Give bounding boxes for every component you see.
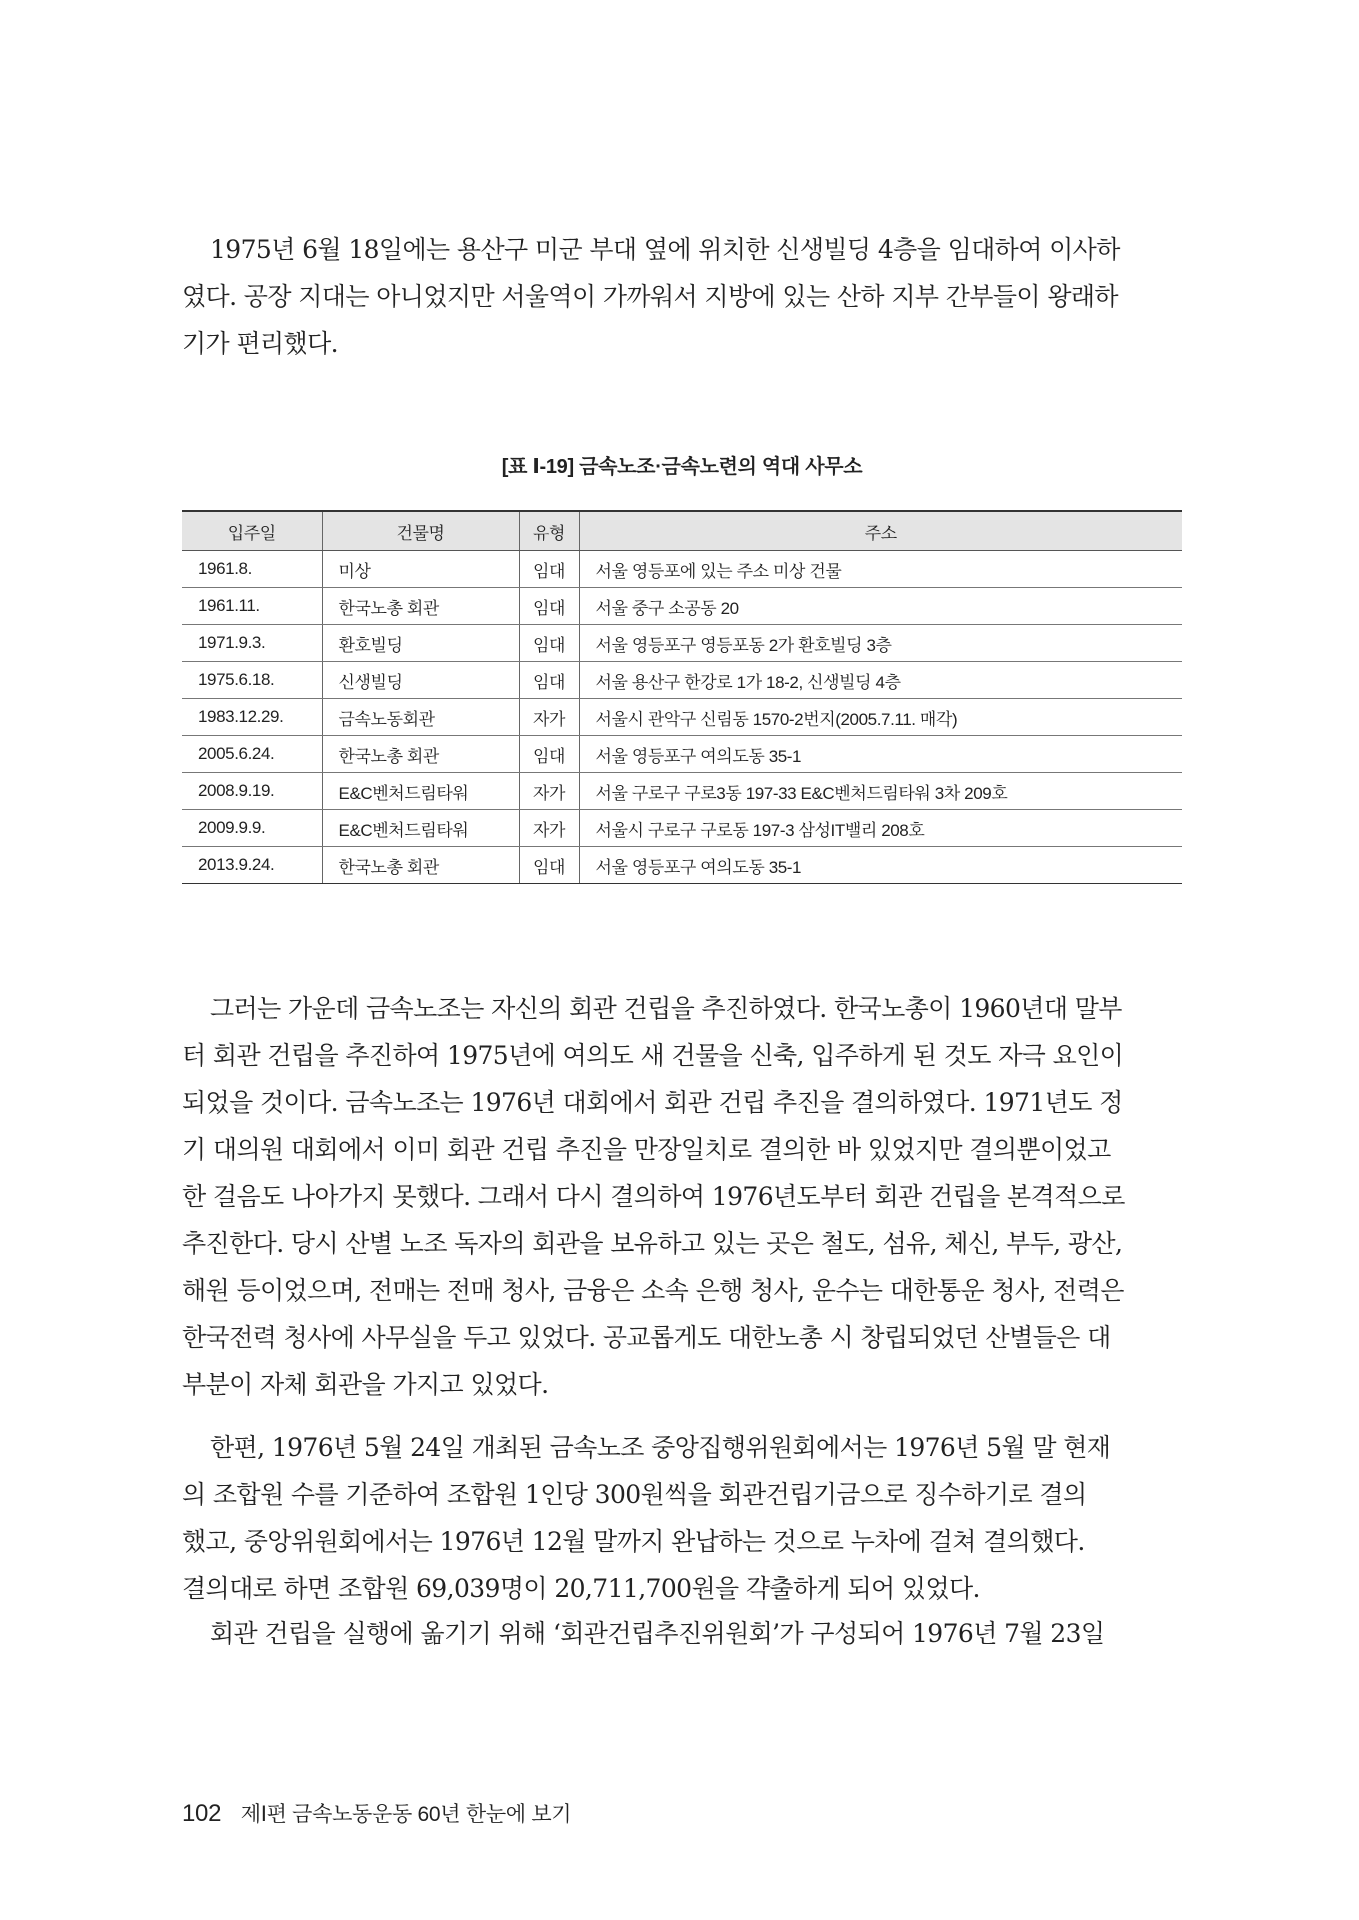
cell-type: 임대 [519,551,579,588]
cell-date: 1961.11. [182,588,322,625]
paragraph-line: 추진한다. 당시 산별 노조 독자의 회관을 보유하고 있는 곳은 철도, 섬유, 체신, 부두, 광산, [182,1229,1123,1258]
cell-address: 서울 용산구 한강로 1가 18-2, 신생빌딩 4층 [579,662,1182,699]
cell-type: 자가 [519,773,579,810]
cell-type: 임대 [519,736,579,773]
cell-building: 미상 [322,551,519,588]
cell-date: 2005.6.24. [182,736,322,773]
cell-type: 임대 [519,662,579,699]
cell-building: E&C벤처드림타워 [322,773,519,810]
cell-type: 자가 [519,699,579,736]
paragraph-line: 였다. 공장 지대는 아니었지만 서울역이 가까워서 지방에 있는 산하 지부 간부들이 왕래하 [182,282,1118,311]
cell-date: 2013.9.24. [182,847,322,884]
table-row [182,588,1182,625]
cell-address: 서울시 관악구 신림동 1570-2번지(2005.7.11. 매각) [579,699,1182,736]
section-title: 제Ⅰ편 금속노동운동 60년 한눈에 보기 [240,1803,572,1826]
paragraph-line: 부분이 자체 회관을 가지고 있었다. [182,1370,549,1399]
cell-building: 한국노총 회관 [322,847,519,884]
table-row [182,773,1182,810]
office-history-table [182,510,1182,884]
cell-date: 1961.8. [182,551,322,588]
paragraph-line: 결의대로 하면 조합원 69,039명이 20,711,700원을 갹출하게 되어 있었다. [182,1574,980,1603]
paragraph-top [182,226,1182,367]
cell-address: 서울 영등포구 영등포동 2가 환호빌딩 3층 [579,625,1182,662]
paragraph-line: 해원 등이었으며, 전매는 전매 청사, 금융은 소속 은행 청사, 운수는 대한통운 청사, 전력은 [182,1276,1124,1305]
table-row [182,699,1182,736]
table-caption: [표 Ⅰ-19] 금속노조·금속노련의 역대 사무소 [501,456,863,478]
cell-type: 임대 [519,588,579,625]
cell-building: 금속노동회관 [322,699,519,736]
cell-building: 신생빌딩 [322,662,519,699]
cell-date: 2008.9.19. [182,773,322,810]
cell-address: 서울 중구 소공동 20 [579,588,1182,625]
cell-address: 서울 영등포구 여의도동 35-1 [579,736,1182,773]
cell-type: 자가 [519,810,579,847]
cell-address: 서울시 구로구 구로동 197-3 삼성IT밸리 208호 [579,810,1182,847]
table-row [182,662,1182,699]
paragraph-line: 회관 건립을 실행에 옮기기 위해 ‘회관건립추진위원회’가 구성되어 1976년 7월 23일 [210,1619,1105,1648]
table-row [182,847,1182,884]
cell-date: 1975.6.18. [182,662,322,699]
table-row [182,810,1182,847]
table-header-row [182,511,1182,551]
page-footer [182,1798,571,1828]
table-row [182,625,1182,662]
cell-date: 1983.12.29. [182,699,322,736]
page-number: 102 [182,1800,222,1827]
paragraph-body-2 [182,1424,1182,1612]
header-move-in-date: 입주일 [182,511,322,551]
cell-date: 2009.9.9. [182,810,322,847]
paragraph-line: 기 대의원 대회에서 이미 회관 건립 추진을 만장일치로 결의한 바 있었지만 결의뿐이었고 [182,1135,1111,1164]
cell-date: 1971.9.3. [182,625,322,662]
cell-type: 임대 [519,625,579,662]
cell-type: 임대 [519,847,579,884]
paragraph-line: 한편, 1976년 5월 24일 개최된 금속노조 중앙집행위원회에서는 1976년 5월 말 현재 [210,1433,1111,1462]
cell-address: 서울 영등포에 있는 주소 미상 건물 [579,551,1182,588]
cell-building: 한국노총 회관 [322,588,519,625]
cell-building: E&C벤처드림타워 [322,810,519,847]
paragraph-line: 1975년 6월 18일에는 용산구 미군 부대 옆에 위치한 신생빌딩 4층을 임대하여 이사하 [210,235,1120,264]
paragraph-line: 의 조합원 수를 기준하여 조합원 1인당 300원씩을 회관건립기금으로 징수하기로 결의 [182,1480,1087,1509]
paragraph-line: 되었을 것이다. 금속노조는 1976년 대회에서 회관 건립 추진을 결의하였다. 1971년도 정 [182,1088,1123,1117]
paragraph-line: 터 회관 건립을 추진하여 1975년에 여의도 새 건물을 신축, 입주하게 된 것도 자극 요인이 [182,1041,1124,1070]
paragraph-line: 그러는 가운데 금속노조는 자신의 회관 건립을 추진하였다. 한국노총이 1960년대 말부 [210,994,1122,1023]
paragraph-line: 기가 편리했다. [182,329,338,358]
cell-address: 서울 구로구 구로3동 197-33 E&C벤처드림타워 3차 209호 [579,773,1182,810]
paragraph-line: 한 걸음도 나아가지 못했다. 그래서 다시 결의하여 1976년도부터 회관 건립을 본격적으로 [182,1182,1125,1211]
paragraph-line: 했고, 중앙위원회에서는 1976년 12월 말까지 완납하는 것으로 누차에 걸쳐 결의했다. [182,1527,1085,1556]
cell-building: 환호빌딩 [322,625,519,662]
table-row [182,551,1182,588]
cell-address: 서울 영등포구 여의도동 35-1 [579,847,1182,884]
header-type: 유형 [519,511,579,551]
header-address: 주소 [579,511,1182,551]
paragraph-body-1 [182,985,1182,1408]
paragraph-body-3 [182,1610,1182,1657]
table-row [182,736,1182,773]
header-building-name: 건물명 [322,511,519,551]
paragraph-line: 한국전력 청사에 사무실을 두고 있었다. 공교롭게도 대한노총 시 창립되었던 산별들은 대 [182,1323,1111,1352]
cell-building: 한국노총 회관 [322,736,519,773]
